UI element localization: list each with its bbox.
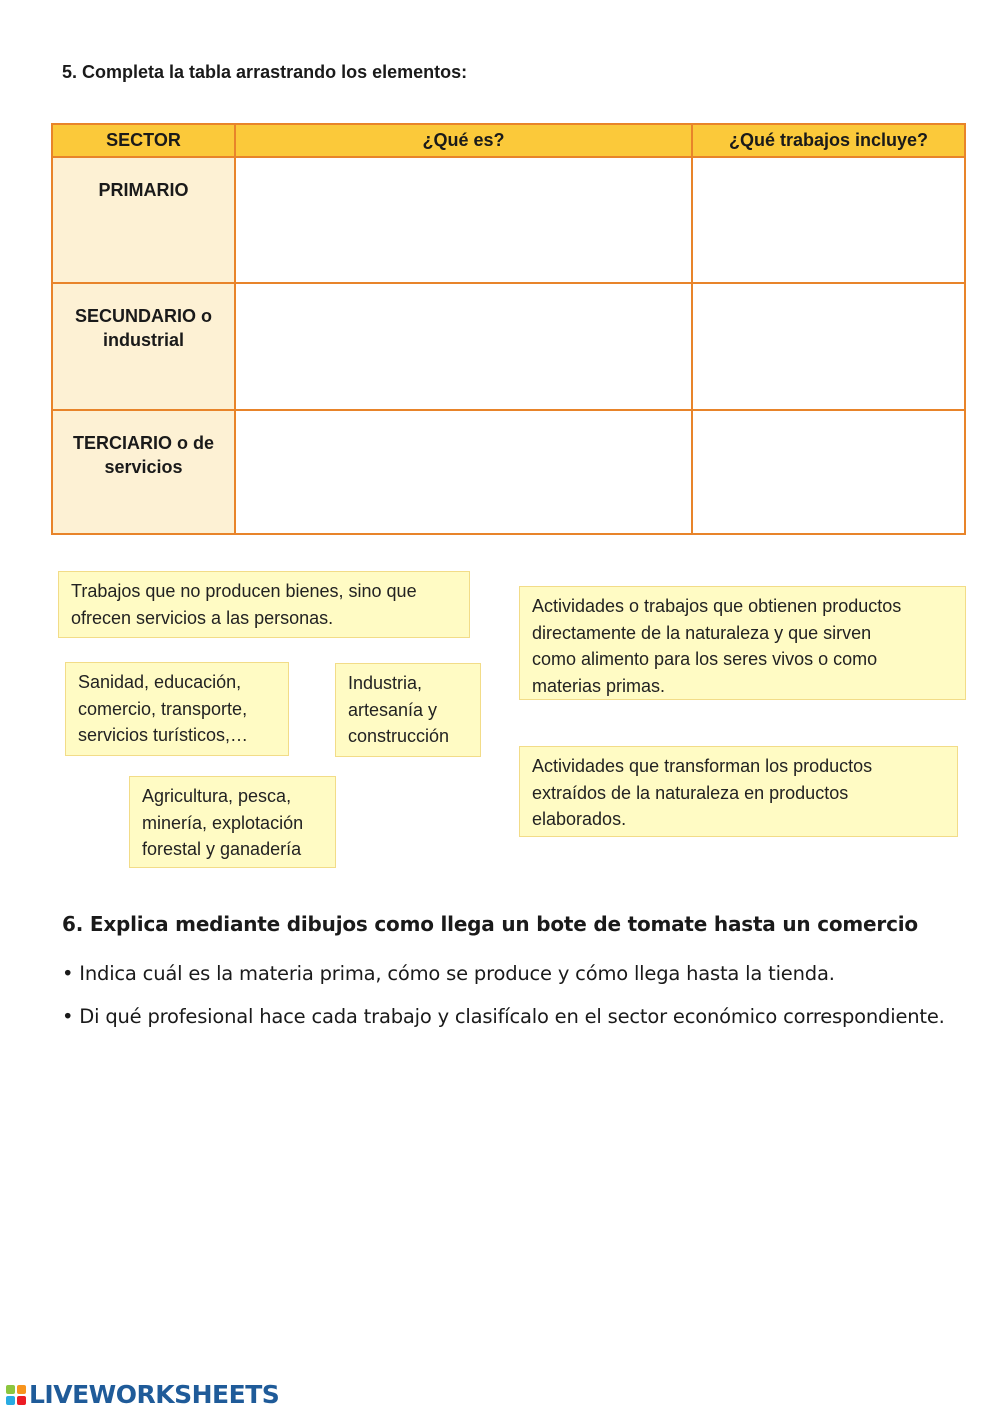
card-terciario-jobs[interactable]: Sanidad, educación, comercio, transporte, servicios turísticos,… <box>65 662 289 756</box>
question-6-title: 6. Explica mediante dibujos como llega un bote de tomate hasta un comercio <box>62 912 918 936</box>
drop-cell-terciario-trabajos[interactable] <box>695 411 964 533</box>
drop-cell-primario-que-es[interactable] <box>236 158 693 284</box>
logo-text: LIVEWORKSHEETS <box>29 1380 280 1409</box>
card-terciario-definition[interactable]: Trabajos que no producen bienes, sino que ofrecen servicios a las personas. <box>58 571 470 638</box>
drop-cell-secundario-trabajos[interactable] <box>695 284 964 409</box>
q6-bullet-2: • Di qué profesional hace cada trabajo y clasifícalo en el sector económico correspondiente. <box>62 1005 945 1028</box>
sector-table <box>51 123 966 535</box>
logo-grid-icon <box>6 1385 26 1405</box>
column-divider <box>691 158 693 533</box>
logo-square <box>17 1396 26 1405</box>
header-sector: SECTOR <box>53 125 236 158</box>
q6-bullet-1: • Indica cuál es la materia prima, cómo se produce y cómo llega hasta la tienda. <box>62 962 835 985</box>
row-label-secundario: SECUNDARIO o industrial <box>53 284 236 409</box>
header-trabajos: ¿Qué trabajos incluye? <box>693 125 964 158</box>
card-primario-definition[interactable]: Actividades o trabajos que obtienen productos directamente de la naturaleza y que sirven como alimento para los seres vivos o como materias primas. <box>519 586 966 700</box>
logo-square <box>17 1385 26 1394</box>
drop-cell-terciario-que-es[interactable] <box>236 411 693 533</box>
card-primario-jobs[interactable]: Agricultura, pesca, minería, explotación forestal y ganadería <box>129 776 336 868</box>
row-label-primario: PRIMARIO <box>53 158 236 284</box>
row-label-terciario: TERCIARIO o de servicios <box>53 411 236 533</box>
logo-square <box>6 1396 15 1405</box>
logo-square <box>6 1385 15 1394</box>
card-secundario-jobs[interactable]: Industria, artesanía y construcción <box>335 663 481 757</box>
question-5-title: 5. Completa la tabla arrastrando los elementos: <box>62 62 468 82</box>
card-secundario-definition[interactable]: Actividades que transforman los productos extraídos de la naturaleza en productos elaborados. <box>519 746 958 837</box>
drop-cell-primario-trabajos[interactable] <box>695 158 964 284</box>
liveworksheets-logo <box>6 1380 279 1409</box>
drop-cell-secundario-que-es[interactable] <box>236 284 693 409</box>
header-que-es: ¿Qué es? <box>236 125 693 158</box>
